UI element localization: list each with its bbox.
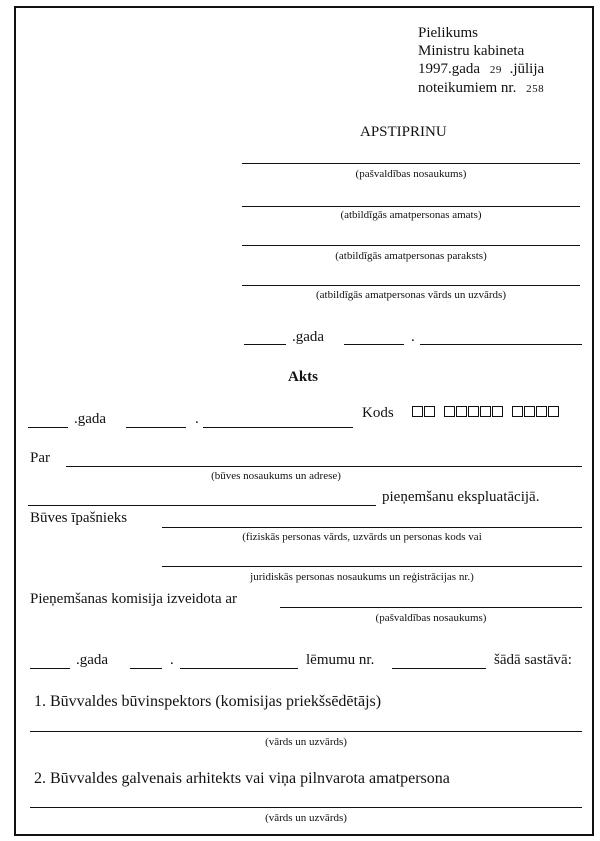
code-box[interactable] — [512, 406, 523, 417]
act-month-line[interactable] — [203, 427, 353, 428]
decision-year-line[interactable] — [30, 668, 70, 669]
code-box[interactable] — [548, 406, 559, 417]
owner-label: Būves īpašnieks — [30, 510, 128, 526]
building-line[interactable] — [66, 466, 582, 467]
approval-date-dot: . — [411, 329, 415, 345]
code-box-group — [512, 406, 559, 417]
approval-month-line[interactable] — [420, 344, 582, 345]
member-2-line[interactable] — [30, 807, 582, 808]
decision-number-line[interactable] — [392, 668, 486, 669]
position-line[interactable] — [242, 206, 580, 207]
code-box[interactable] — [536, 406, 547, 417]
decision-gada-label: .gada — [76, 652, 109, 668]
member-1-label: 1. Būvvaldes būvinspektors (komisijas priekšsēdētājs) — [34, 693, 382, 710]
owner-line-1[interactable] — [162, 527, 582, 528]
code-box[interactable] — [524, 406, 535, 417]
decision-date-dot: . — [170, 652, 174, 668]
approval-day-line[interactable] — [344, 344, 404, 345]
kods-label: Kods — [362, 405, 394, 421]
member-1-caption: (vārds un uzvārds) — [265, 736, 347, 748]
member-1-line[interactable] — [30, 731, 582, 732]
position-caption: (atbildīgās amatpersonas amats) — [340, 209, 482, 221]
code-box[interactable] — [412, 406, 423, 417]
act-year-line[interactable] — [28, 427, 68, 428]
act-title: Akts — [288, 369, 319, 385]
official-name-caption: (atbildīgās amatpersonas vārds un uzvārds) — [316, 289, 506, 301]
signature-caption: (atbildīgās amatpersonas paraksts) — [335, 250, 487, 262]
code-box[interactable] — [456, 406, 467, 417]
header-line-1: Pielikums — [418, 25, 479, 41]
act-day-line[interactable] — [126, 427, 186, 428]
commission-caption: (pašvaldības nosaukums) — [375, 612, 487, 624]
official-name-line[interactable] — [242, 285, 580, 286]
par-label: Par — [30, 450, 50, 466]
header-line-3 — [418, 60, 544, 79]
header-regulation-label: noteikumiem nr. — [418, 80, 517, 96]
signature-line[interactable] — [242, 245, 580, 246]
header-regulation-number: 258 — [526, 83, 545, 95]
owner-caption-2: juridiskās personas nosaukums un reģistrācijas nr.) — [250, 571, 474, 583]
commission-label: Pieņemšanas komisija izveidota ar — [30, 591, 238, 607]
code-box[interactable] — [492, 406, 503, 417]
code-boxes[interactable] — [412, 406, 567, 417]
composition-label: šādā sastāvā: — [494, 652, 572, 668]
code-box-group — [412, 406, 435, 417]
header-month: .jūlija — [509, 61, 545, 77]
approval-year-line[interactable] — [244, 344, 286, 345]
decision-day-line[interactable] — [130, 668, 162, 669]
code-box[interactable] — [468, 406, 479, 417]
municipality-line[interactable] — [242, 163, 580, 164]
header-day: 29 — [489, 64, 502, 76]
act-date-dot: . — [195, 411, 199, 427]
municipality-caption: (pašvaldības nosaukums) — [355, 168, 467, 180]
acceptance-text: pieņemšanu ekspluatācijā. — [382, 489, 540, 505]
approval-title: APSTIPRINU — [360, 124, 447, 140]
code-box[interactable] — [480, 406, 491, 417]
building-caption: (būves nosaukums un adrese) — [211, 470, 341, 482]
code-box[interactable] — [444, 406, 455, 417]
member-2-label: 2. Būvvaldes galvenais arhitekts vai viņa pilnvarota amatpersona — [34, 770, 450, 787]
code-box[interactable] — [424, 406, 435, 417]
approval-gada-label: .gada — [292, 329, 325, 345]
commission-line[interactable] — [280, 607, 582, 608]
code-box-group — [444, 406, 503, 417]
decision-month-line[interactable] — [180, 668, 298, 669]
header-year: 1997.gada — [418, 61, 481, 77]
owner-caption-1: (fiziskās personas vārds, uzvārds un personas kods vai — [242, 531, 482, 543]
decision-label: lēmumu nr. — [306, 652, 375, 668]
member-2-caption: (vārds un uzvārds) — [265, 812, 347, 824]
act-gada-label: .gada — [74, 411, 107, 427]
header-line-2: Ministru kabineta — [418, 43, 525, 59]
header-line-4 — [418, 79, 544, 98]
owner-line-2[interactable] — [162, 566, 582, 567]
appendix-header — [418, 24, 544, 98]
building-continuation-line[interactable] — [28, 505, 376, 506]
